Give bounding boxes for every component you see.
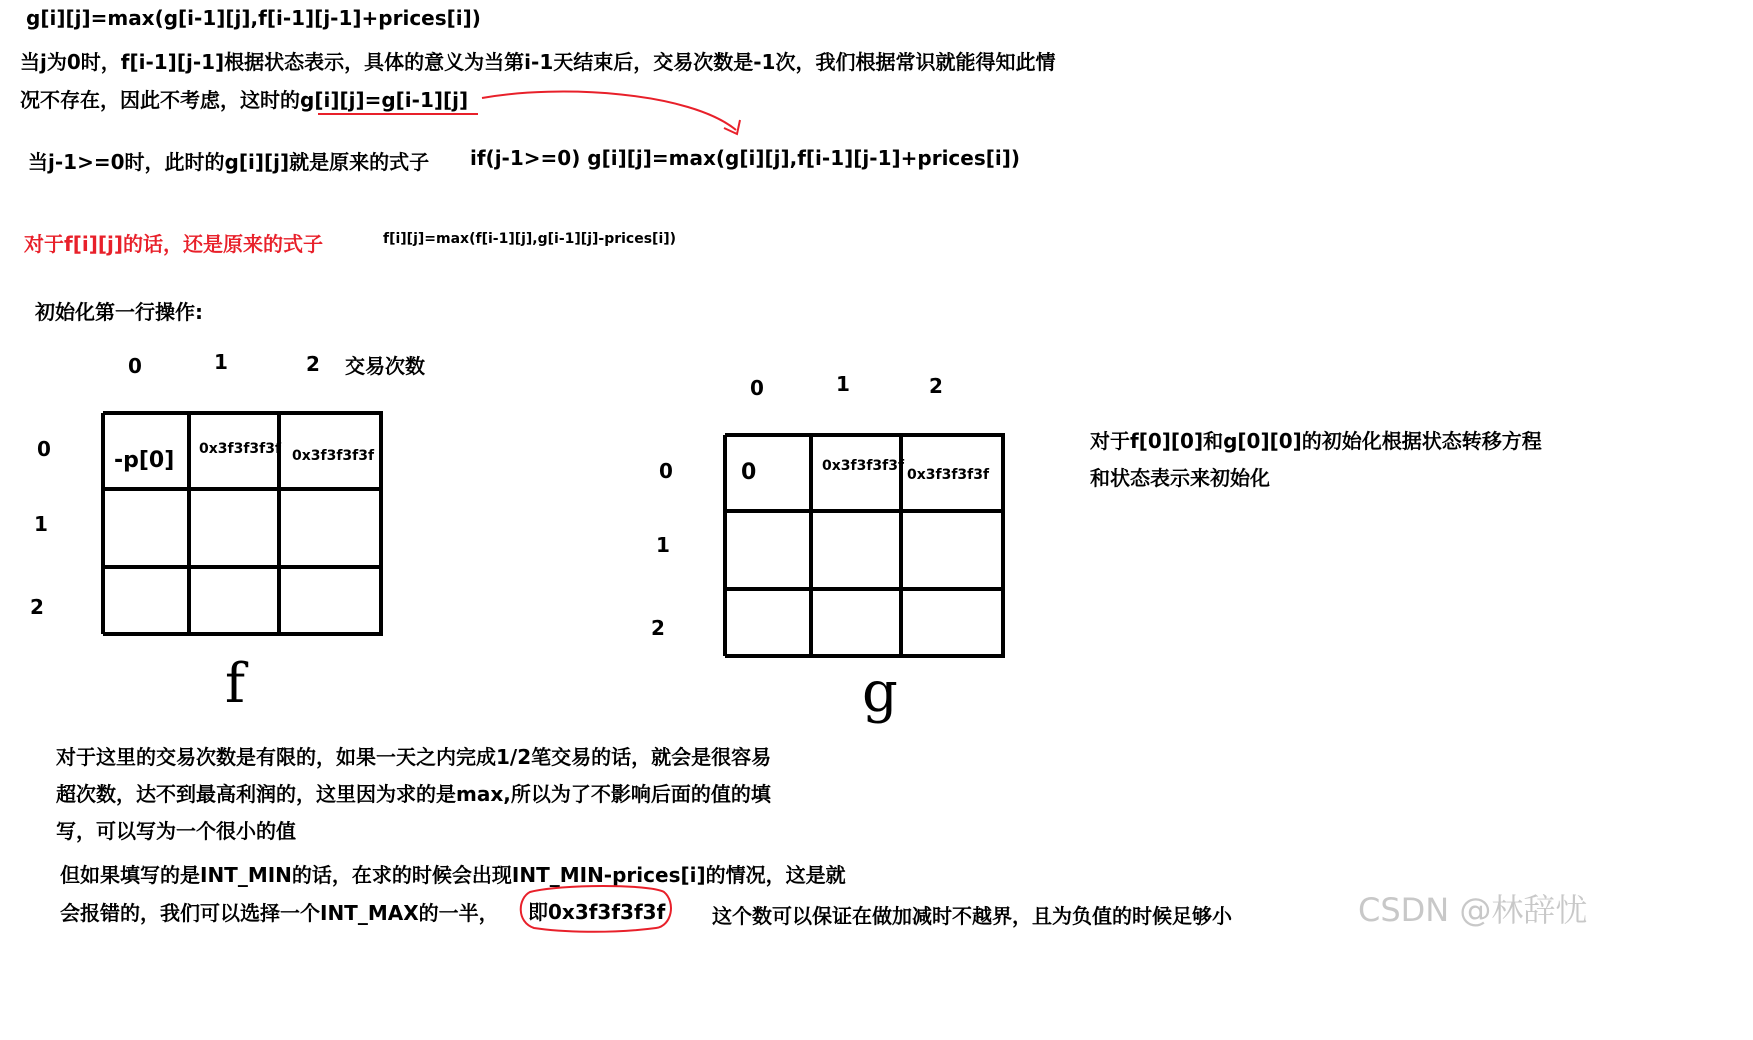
f-col-2: 2 xyxy=(306,352,320,376)
explanation-line-1: 当j为0时，f[i-1][j-1]根据状态表示，具体的意义为当第i-1天结束后，交易次数是-1次，我们根据常识就能得知此情 xyxy=(20,50,1056,74)
g-col-2: 2 xyxy=(929,374,943,398)
circled-value: 即0x3f3f3f3f xyxy=(528,900,666,924)
init-note-line-2: 和状态表示来初始化 xyxy=(1090,466,1270,490)
f-col-1: 1 xyxy=(214,350,228,374)
g-cell-0-2: 0x3f3f3f3f xyxy=(907,467,990,483)
f-row-0: 0 xyxy=(37,437,51,461)
f-row-2: 2 xyxy=(30,595,44,619)
bottom-line-1: 对于这里的交易次数是有限的，如果一天之内完成1/2笔交易的话，就会是很容易 xyxy=(56,745,772,769)
g-cell-0-0: 0 xyxy=(741,460,757,485)
f-col-0: 0 xyxy=(128,354,142,378)
f-col-label: 交易次数 xyxy=(345,354,425,378)
arrow-annotation xyxy=(482,92,736,130)
f-row-1: 1 xyxy=(34,512,48,536)
g-equals-previous-formula: g[i][j]=g[i-1][j] xyxy=(300,88,469,112)
f-cell-0-2: 0x3f3f3f3f xyxy=(292,448,375,464)
g-col-0: 0 xyxy=(750,376,764,400)
circle-annotation xyxy=(521,886,671,932)
g-col-1: 1 xyxy=(836,372,850,396)
bottom-line-4: 但如果填写的是INT_MIN的话，在求的时候会出现INT_MIN-prices[i]的情况，这是就 xyxy=(60,863,846,887)
f-note: 对于f[i][j]的话，还是原来的式子 xyxy=(24,232,323,256)
bottom-line-5-tail: 这个数可以保证在做加减时不越界，且为负值的时候足够小 xyxy=(712,904,1232,928)
init-heading: 初始化第一行操作: xyxy=(35,300,203,324)
condition-line: 当j-1>=0时，此时的g[i][j]就是原来的式子 xyxy=(28,150,430,174)
g-row-2: 2 xyxy=(651,616,665,640)
formula-line-1: g[i][j]=max(g[i-1][j],f[i-1][j-1]+prices[i]) xyxy=(26,6,481,30)
bottom-line-3: 写，可以写为一个很小的值 xyxy=(56,819,296,843)
watermark: CSDN @林辞忧 xyxy=(1358,891,1588,929)
conditional-formula: if(j-1>=0) g[i][j]=max(g[i][j],f[i-1][j-1]+prices[i]) xyxy=(470,146,1021,170)
g-cell-0-1: 0x3f3f3f3f xyxy=(822,458,905,474)
f-cell-0-0: -p[0] xyxy=(114,448,175,473)
f-table-label: f xyxy=(225,652,245,715)
f-formula: f[i][j]=max(f[i-1][j],g[i-1][j]-prices[i]) xyxy=(383,231,677,247)
g-table-label: g xyxy=(862,660,898,725)
g-row-0: 0 xyxy=(659,459,673,483)
bottom-line-5: 会报错的，我们可以选择一个INT_MAX的一半， xyxy=(60,901,499,925)
f-cell-0-1: 0x3f3f3f3f xyxy=(199,441,282,457)
bottom-line-2: 超次数，达不到最高利润的，这里因为求的是max,所以为了不影响后面的值的填 xyxy=(56,782,771,806)
init-note-line-1: 对于f[0][0]和g[0][0]的初始化根据状态转移方程 xyxy=(1090,429,1542,453)
explanation-line-2-text: 况不存在，因此不考虑，这时的 xyxy=(20,88,300,112)
g-row-1: 1 xyxy=(656,533,670,557)
